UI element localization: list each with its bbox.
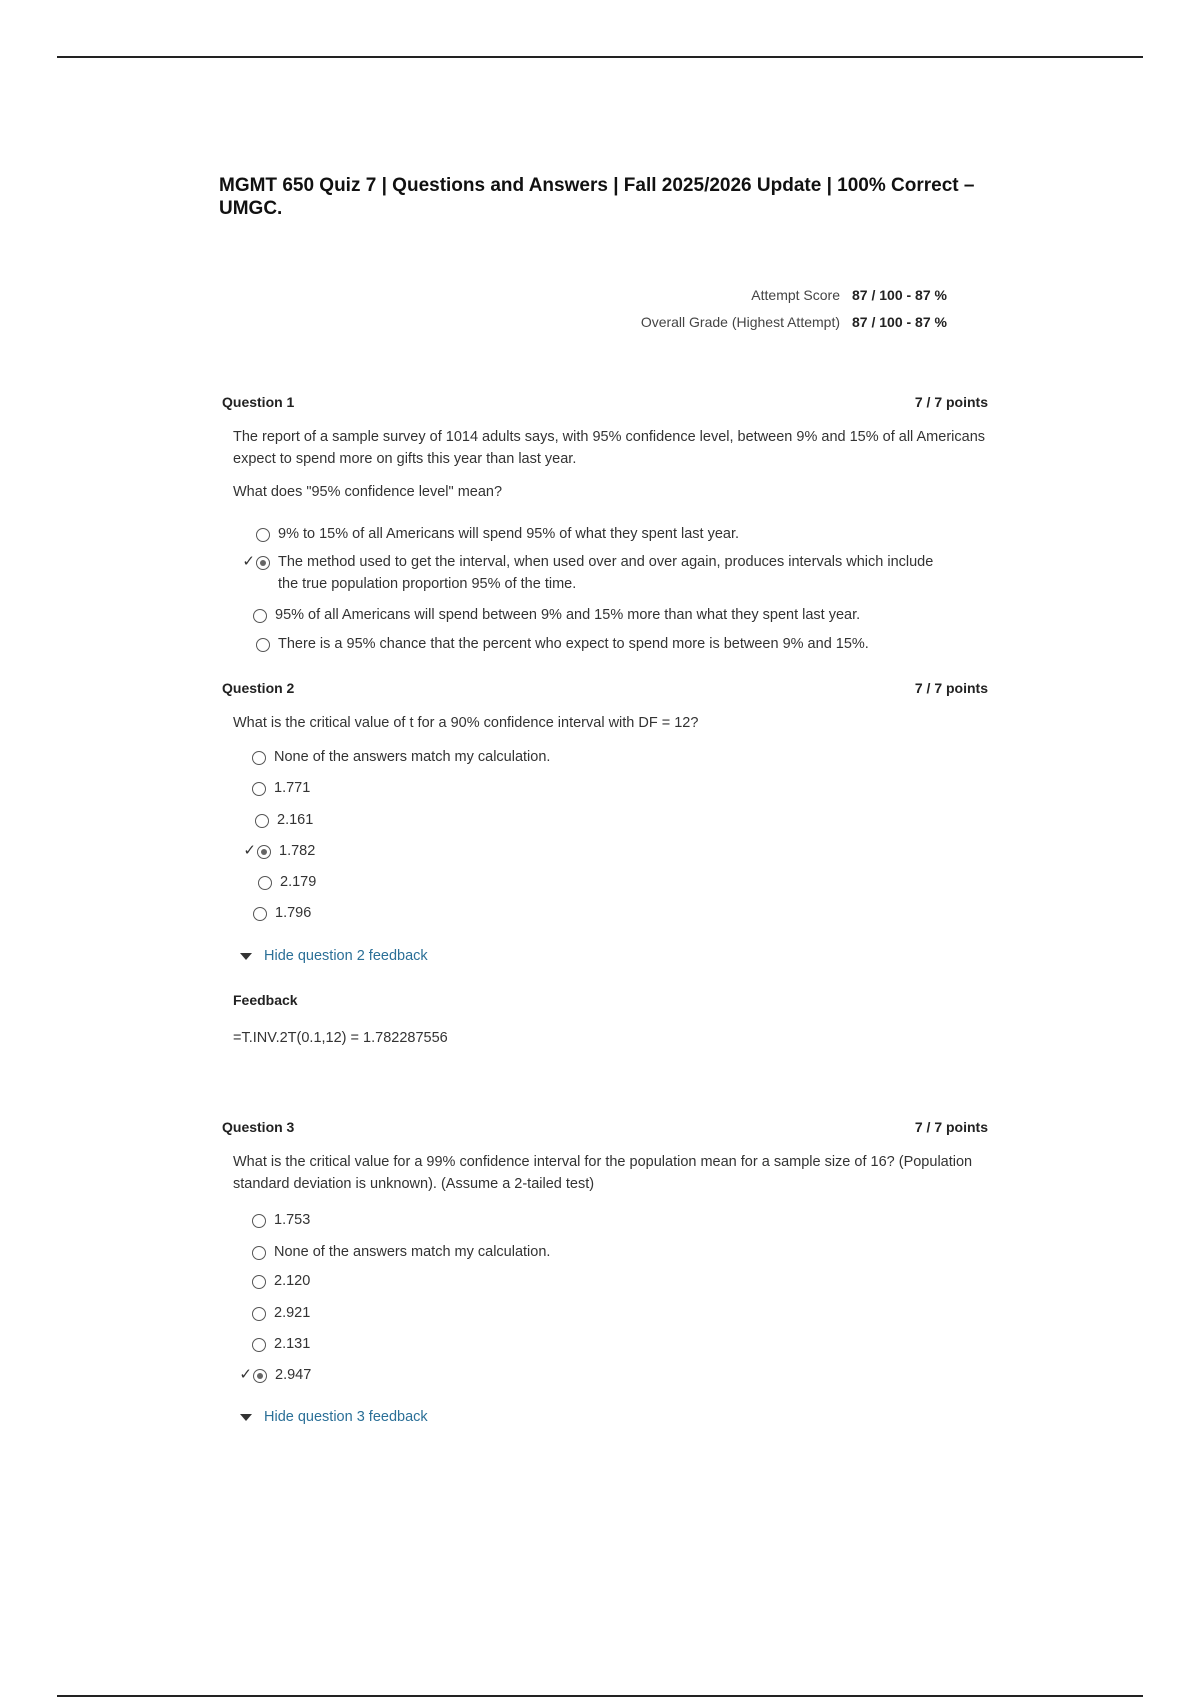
answer-option[interactable] xyxy=(236,604,956,626)
option-label: There is a 95% chance that the percent who expect to spend more is between 9% and 15%. xyxy=(278,636,869,652)
answer-option[interactable] xyxy=(241,871,316,893)
option-label: The method used to get the interval, when used over and over again, produces intervals which include the true population proportion 95% of the time. xyxy=(278,554,934,592)
option-label: 2.179 xyxy=(280,874,317,890)
answer-option[interactable] xyxy=(236,902,311,924)
option-label: 2.947 xyxy=(275,1367,312,1383)
radio-button-icon[interactable] xyxy=(252,1214,266,1228)
question-text: The report of a sample survey of 1014 adults says, with 95% confidence level, between 9% and 15% of all Americans expect to spend more on gifts this year than last year. xyxy=(233,429,986,467)
feedback-title: Feedback xyxy=(233,992,298,1008)
option-label: 2.921 xyxy=(274,1305,311,1321)
checkmark-icon: ✓ xyxy=(243,842,256,859)
option-label: 2.131 xyxy=(274,1336,311,1352)
question-text: What is the critical value of t for a 90% confidence interval with DF = 12? xyxy=(233,715,699,731)
question-3 xyxy=(222,1119,988,1195)
option-label: 1.782 xyxy=(279,843,316,859)
option-label: None of the answers match my calculation. xyxy=(274,749,551,765)
checkmark-icon: ✓ xyxy=(242,553,255,570)
question-points: 7 / 7 points xyxy=(914,394,988,410)
overall-grade-value: 87 / 100 - 87 % xyxy=(852,313,947,330)
option-label: 1.771 xyxy=(274,780,311,796)
radio-button-icon[interactable] xyxy=(252,782,266,796)
answer-option[interactable] xyxy=(235,1270,310,1292)
caret-down-icon xyxy=(240,953,252,960)
radio-button-icon[interactable] xyxy=(252,1275,266,1289)
feedback-toggle-label[interactable]: Hide question 3 feedback xyxy=(264,1409,428,1425)
checkmark-icon: ✓ xyxy=(239,1366,252,1383)
radio-button-icon[interactable] xyxy=(252,751,266,765)
answer-option[interactable] xyxy=(235,777,310,799)
answer-option[interactable] xyxy=(235,1241,550,1263)
radio-button-icon[interactable] xyxy=(256,528,270,542)
score-summary xyxy=(560,281,962,335)
radio-button-icon[interactable] xyxy=(257,845,271,859)
answer-option[interactable] xyxy=(235,1302,310,1324)
question-text: What is the critical value for a 99% confidence interval for the population mean for a sample size of 16? (Population standard deviation is unknown). (Assume a 2-tailed test) xyxy=(233,1154,973,1192)
caret-down-icon xyxy=(240,1414,252,1421)
option-label: None of the answers match my calculation. xyxy=(274,1244,551,1260)
overall-grade-row xyxy=(560,308,962,335)
feedback-toggle-label[interactable]: Hide question 2 feedback xyxy=(264,948,428,964)
radio-button-icon[interactable] xyxy=(252,1246,266,1260)
question-title: Question 1 xyxy=(222,394,295,410)
question-header xyxy=(222,394,988,414)
option-label: 1.753 xyxy=(274,1212,311,1228)
bottom-divider xyxy=(57,1695,1143,1697)
question-header xyxy=(222,680,988,700)
radio-button-icon[interactable] xyxy=(253,907,267,921)
option-label: 1.796 xyxy=(275,905,312,921)
option-label: 2.161 xyxy=(277,812,314,828)
answer-option[interactable] xyxy=(235,1333,310,1355)
answer-option[interactable] xyxy=(239,633,959,655)
question-title: Question 3 xyxy=(222,1119,295,1135)
document-title: MGMT 650 Quiz 7 | Questions and Answers | Fall 2025/2026 Update | 100% Correct – UMGC. xyxy=(219,175,975,219)
top-divider xyxy=(57,56,1143,58)
question-header xyxy=(222,1119,988,1139)
hide-question-2-feedback-link[interactable] xyxy=(240,948,428,964)
answer-option[interactable] xyxy=(235,746,550,768)
feedback-text: =T.INV.2T(0.1,12) = 1.782287556 xyxy=(233,1030,448,1046)
radio-button-icon[interactable] xyxy=(252,1338,266,1352)
answer-option[interactable] xyxy=(238,809,313,831)
radio-button-icon[interactable] xyxy=(258,876,272,890)
hide-question-3-feedback-link[interactable] xyxy=(240,1409,428,1425)
option-label: 9% to 15% of all Americans will spend 95% of what they spent last year. xyxy=(278,526,740,542)
radio-button-icon[interactable] xyxy=(253,609,267,623)
question-1 xyxy=(222,394,988,500)
radio-button-icon[interactable] xyxy=(256,638,270,652)
radio-button-icon[interactable] xyxy=(253,1369,267,1383)
answer-option-selected[interactable] xyxy=(240,840,315,862)
option-label: 95% of all Americans will spend between 9% and 15% more than what they spent last year. xyxy=(275,607,861,623)
answer-option[interactable] xyxy=(235,1209,310,1231)
question-2 xyxy=(222,680,988,734)
radio-button-icon[interactable] xyxy=(255,814,269,828)
answer-option[interactable] xyxy=(239,523,959,545)
radio-button-icon[interactable] xyxy=(252,1307,266,1321)
attempt-score-label: Attempt Score xyxy=(751,286,840,303)
radio-button-icon[interactable] xyxy=(256,556,270,570)
question-title: Question 2 xyxy=(222,680,295,696)
answer-option-selected[interactable] xyxy=(236,1364,311,1386)
question-prompt: What does "95% confidence level" mean? xyxy=(233,484,503,500)
question-points: 7 / 7 points xyxy=(914,680,988,696)
attempt-score-value: 87 / 100 - 87 % xyxy=(852,286,947,303)
question-points: 7 / 7 points xyxy=(914,1119,988,1135)
overall-grade-label: Overall Grade (Highest Attempt) xyxy=(640,313,840,330)
answer-option-selected[interactable] xyxy=(239,551,959,595)
option-label: 2.120 xyxy=(274,1273,311,1289)
attempt-score-row xyxy=(560,281,962,308)
